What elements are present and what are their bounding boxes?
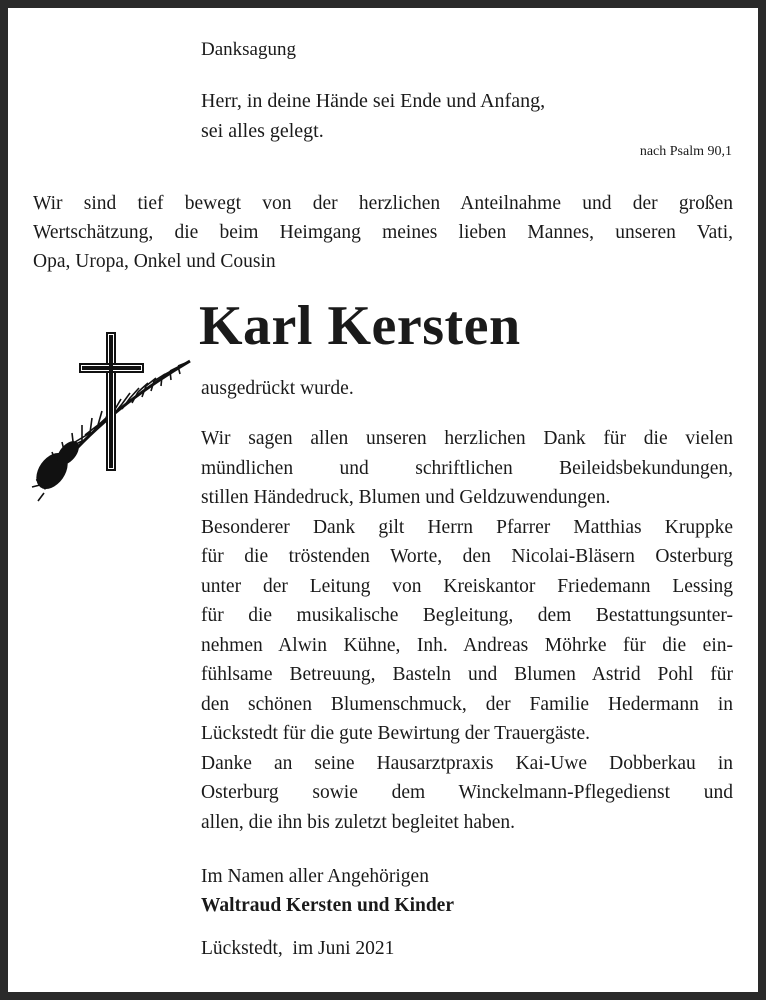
signature-block xyxy=(201,862,454,920)
thanks-line: Besonderer Dank gilt Herrn Pfarrer Matthias Kruppke xyxy=(201,516,733,538)
psalm-quote xyxy=(201,86,721,146)
thanks-line: fühlsame Betreuung, Basteln und Blumen Astrid Pohl für xyxy=(201,664,733,685)
intro-paragraph xyxy=(33,189,733,276)
psalm-source: nach Psalm 90,1 xyxy=(639,144,732,159)
thanks-line: für die musikalische Begleitung, dem Bestattungsunter- xyxy=(201,605,733,626)
thanks-line: mündlichen und schriftlichen Beileidsbekundungen, xyxy=(201,457,733,479)
on-behalf-line: Im Namen aller Angehörigen xyxy=(201,866,429,887)
thanks-line: nehmen Alwin Kühne, Inh. Andreas Möhrke für die ein- xyxy=(201,634,733,656)
thanks-line: Danke an seine Hausarztpraxis Kai-Uwe Dobberkau in xyxy=(201,752,733,774)
psalm-quote-line-2: sei alles gelegt. xyxy=(201,120,324,142)
notice-heading: Danksagung xyxy=(201,39,296,60)
intro-line: Opa, Uropa, Onkel und Cousin xyxy=(33,251,276,272)
thanks-line: Wir sagen allen unseren herzlichen Dank für die vielen xyxy=(201,428,733,449)
thanks-line: allen, die ihn bis zuletzt begleitet haben. xyxy=(201,811,516,833)
deceased-name: Karl Kersten xyxy=(199,295,521,357)
thanks-line: den schönen Blumenschmuck, der Familie Hedermann in xyxy=(201,693,733,715)
cross-with-palm-branch-icon xyxy=(30,323,195,503)
thanks-line: unter der Leitung von Kreiskantor Friedemann Lessing xyxy=(201,575,733,597)
thanks-line: für die tröstenden Worte, den Nicolai-Bläsern Osterburg xyxy=(201,546,733,567)
signers-line: Waltraud Kersten und Kinder xyxy=(201,895,454,916)
psalm-quote-line-1: Herr, in deine Hände sei Ende und Anfang, xyxy=(201,90,546,112)
intro-line: Wir sind tief bewegt von der herzlichen Anteilnahme und der großen xyxy=(33,193,733,214)
thanks-line: stillen Händedruck, Blumen und Geldzuwendungen. xyxy=(201,487,611,508)
intro-line: Wertschätzung, die beim Heimgang meines lieben Mannes, unseren Vati, xyxy=(33,222,733,243)
thanks-paragraph xyxy=(201,424,733,837)
obituary-notice xyxy=(8,8,758,992)
thanks-line: Lückstedt für die gute Bewirtung der Trauergäste. xyxy=(201,723,591,744)
thanks-line: Osterburg sowie dem Winckelmann-Pflegedienst und xyxy=(201,782,733,803)
place-and-date: Lückstedt, im Juni 2021 xyxy=(201,938,395,959)
after-name-text: ausgedrückt wurde. xyxy=(201,378,354,399)
